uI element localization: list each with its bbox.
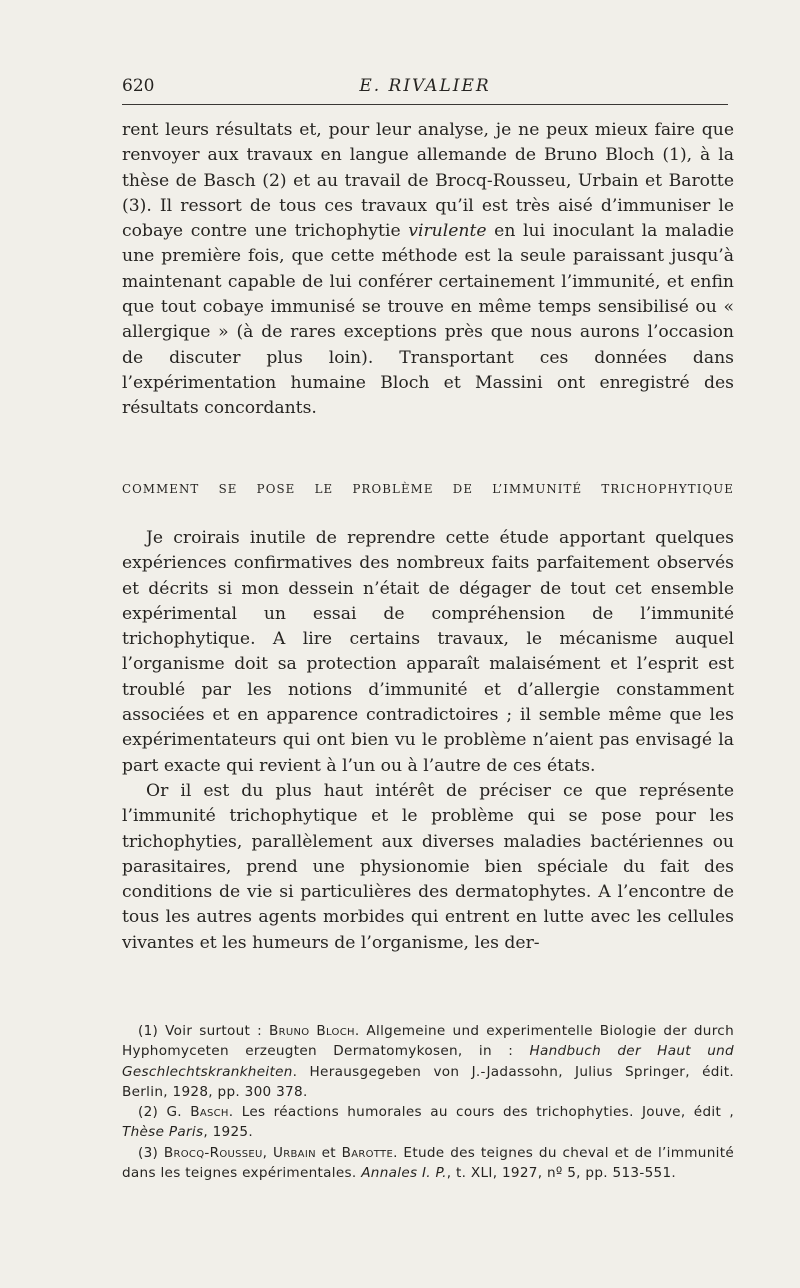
footnote-2-author: Basch [190, 1104, 229, 1121]
footnote-3-author: Brocq-Rousseu, Urbain [163, 1144, 316, 1161]
footnote-2-italic: Thèse Paris [122, 1124, 204, 1141]
paragraph-1-part-b: en lui inoculant la maladie une première fois, que cette méthode est la seule paraissant jusqu’à maintenant capable de lui conférer certainement l’immunité, et enfin que tout cobaye immunisé se trouve en même temps sensibilisé ou « allergique » (à de rares exceptions près que nous aurons l’occasion de discuter plus loin). Transportant ces données dans l’expérimentation humaine Bloch et Massini ont enregistré des résultats concordants. [122, 221, 734, 419]
body-text-main [122, 526, 734, 956]
paragraph-1-italic: virulente [408, 221, 487, 242]
footnote-1-author: Bruno Bloch [268, 1023, 355, 1039]
footnote-1-lead: (1) Voir surtout : [138, 1023, 269, 1039]
footnote-1 [122, 1021, 734, 1102]
section-heading: COMMENT SE POSE LE PROBLÈME DE L’IMMUNITÉ TRICHOPHYTIQUE [122, 482, 734, 496]
footnote-3-italic: Annales I. P. [361, 1165, 447, 1182]
footnote-3-author-2: Barotte [341, 1144, 394, 1161]
footnote-1-text: . Allgemeine und experimentelle Biologie der durch Hyphomyceten erzeugten Dermatomykosen, in : [122, 1023, 734, 1060]
footnote-3-text: et [315, 1144, 342, 1161]
paragraph-1 [122, 118, 734, 422]
header-rule [122, 104, 728, 105]
footnote-3-tail: , t. XLI, 1927, nº 5, pp. 513-551. [446, 1165, 677, 1182]
running-head: E. RIVALIER [359, 76, 491, 96]
footnote-1-italic: Handbuch der Haut und Geschlechtskrankheiten [122, 1043, 734, 1080]
paragraph-2: Je croirais inutile de reprendre cette étude apportant quelques expériences confirmatives des nombreux faits parfaitement observés et décrits si mon dessein n’était de dégager de tout cet ensemble expérimental un essai de compréhension de l’immunité trichophytique. A lire certains travaux, le mécanisme auquel l’organisme doit sa protection apparaît malaisément et l’esprit est troublé par les notions d’immunité et d’allergie constamment associées et en apparence contradictoires ; il semble même que les expérimentateurs qui ont bien vu le problème n’aient pas envisagé la part exacte qui revient à l’un ou à l’autre de ces états. [122, 528, 734, 776]
footnote-3-text-2: . Etude des teignes du cheval et de l’immunité dans les teignes expérimentales. [122, 1144, 735, 1182]
page-header [122, 76, 728, 104]
body-text-top [122, 118, 734, 422]
footnote-2-text: . Les réactions humorales au cours des trichophyties. Jouve, édit , [228, 1104, 735, 1121]
footnote-3 [122, 1143, 734, 1184]
footnotes [122, 1021, 734, 1183]
footnote-3-lead: (3) [138, 1144, 164, 1161]
paragraph-1-part-a: rent leurs résultats et, pour leur analyse, je ne peux mieux faire que renvoyer aux travaux en langue allemande de Bruno Bloch (1), à la thèse de Basch (2) et au travail de Brocq-Rousseu, Urbain et Barotte (3). Il ressort de tous ces travaux qu’il est très aisé d’immuniser le cobaye contre une trichophytie [122, 120, 734, 242]
footnote-2 [122, 1102, 734, 1143]
footnote-2-tail: , 1925. [203, 1124, 253, 1141]
paragraph-3: Or il est du plus haut intérêt de préciser ce que représente l’immunité trichophytique et le problème qui se pose pour les trichophyties, parallèlement aux diverses maladies bactériennes ou parasitaires, prend une physionomie bien spéciale du fait des conditions de vie si particulières des dermatophytes. A l’encontre de tous les autres agents morbides qui entrent en lutte avec les cellules vivantes et les humeurs de l’organisme, les der- [122, 780, 734, 953]
page-number: 620 [122, 76, 155, 96]
footnote-2-lead: (2) G. [138, 1104, 191, 1121]
footnote-1-tail: . Herausgegeben von J.-Jadassohn, Julius Springer, édit. Berlin, 1928, pp. 300 378. [122, 1063, 734, 1100]
